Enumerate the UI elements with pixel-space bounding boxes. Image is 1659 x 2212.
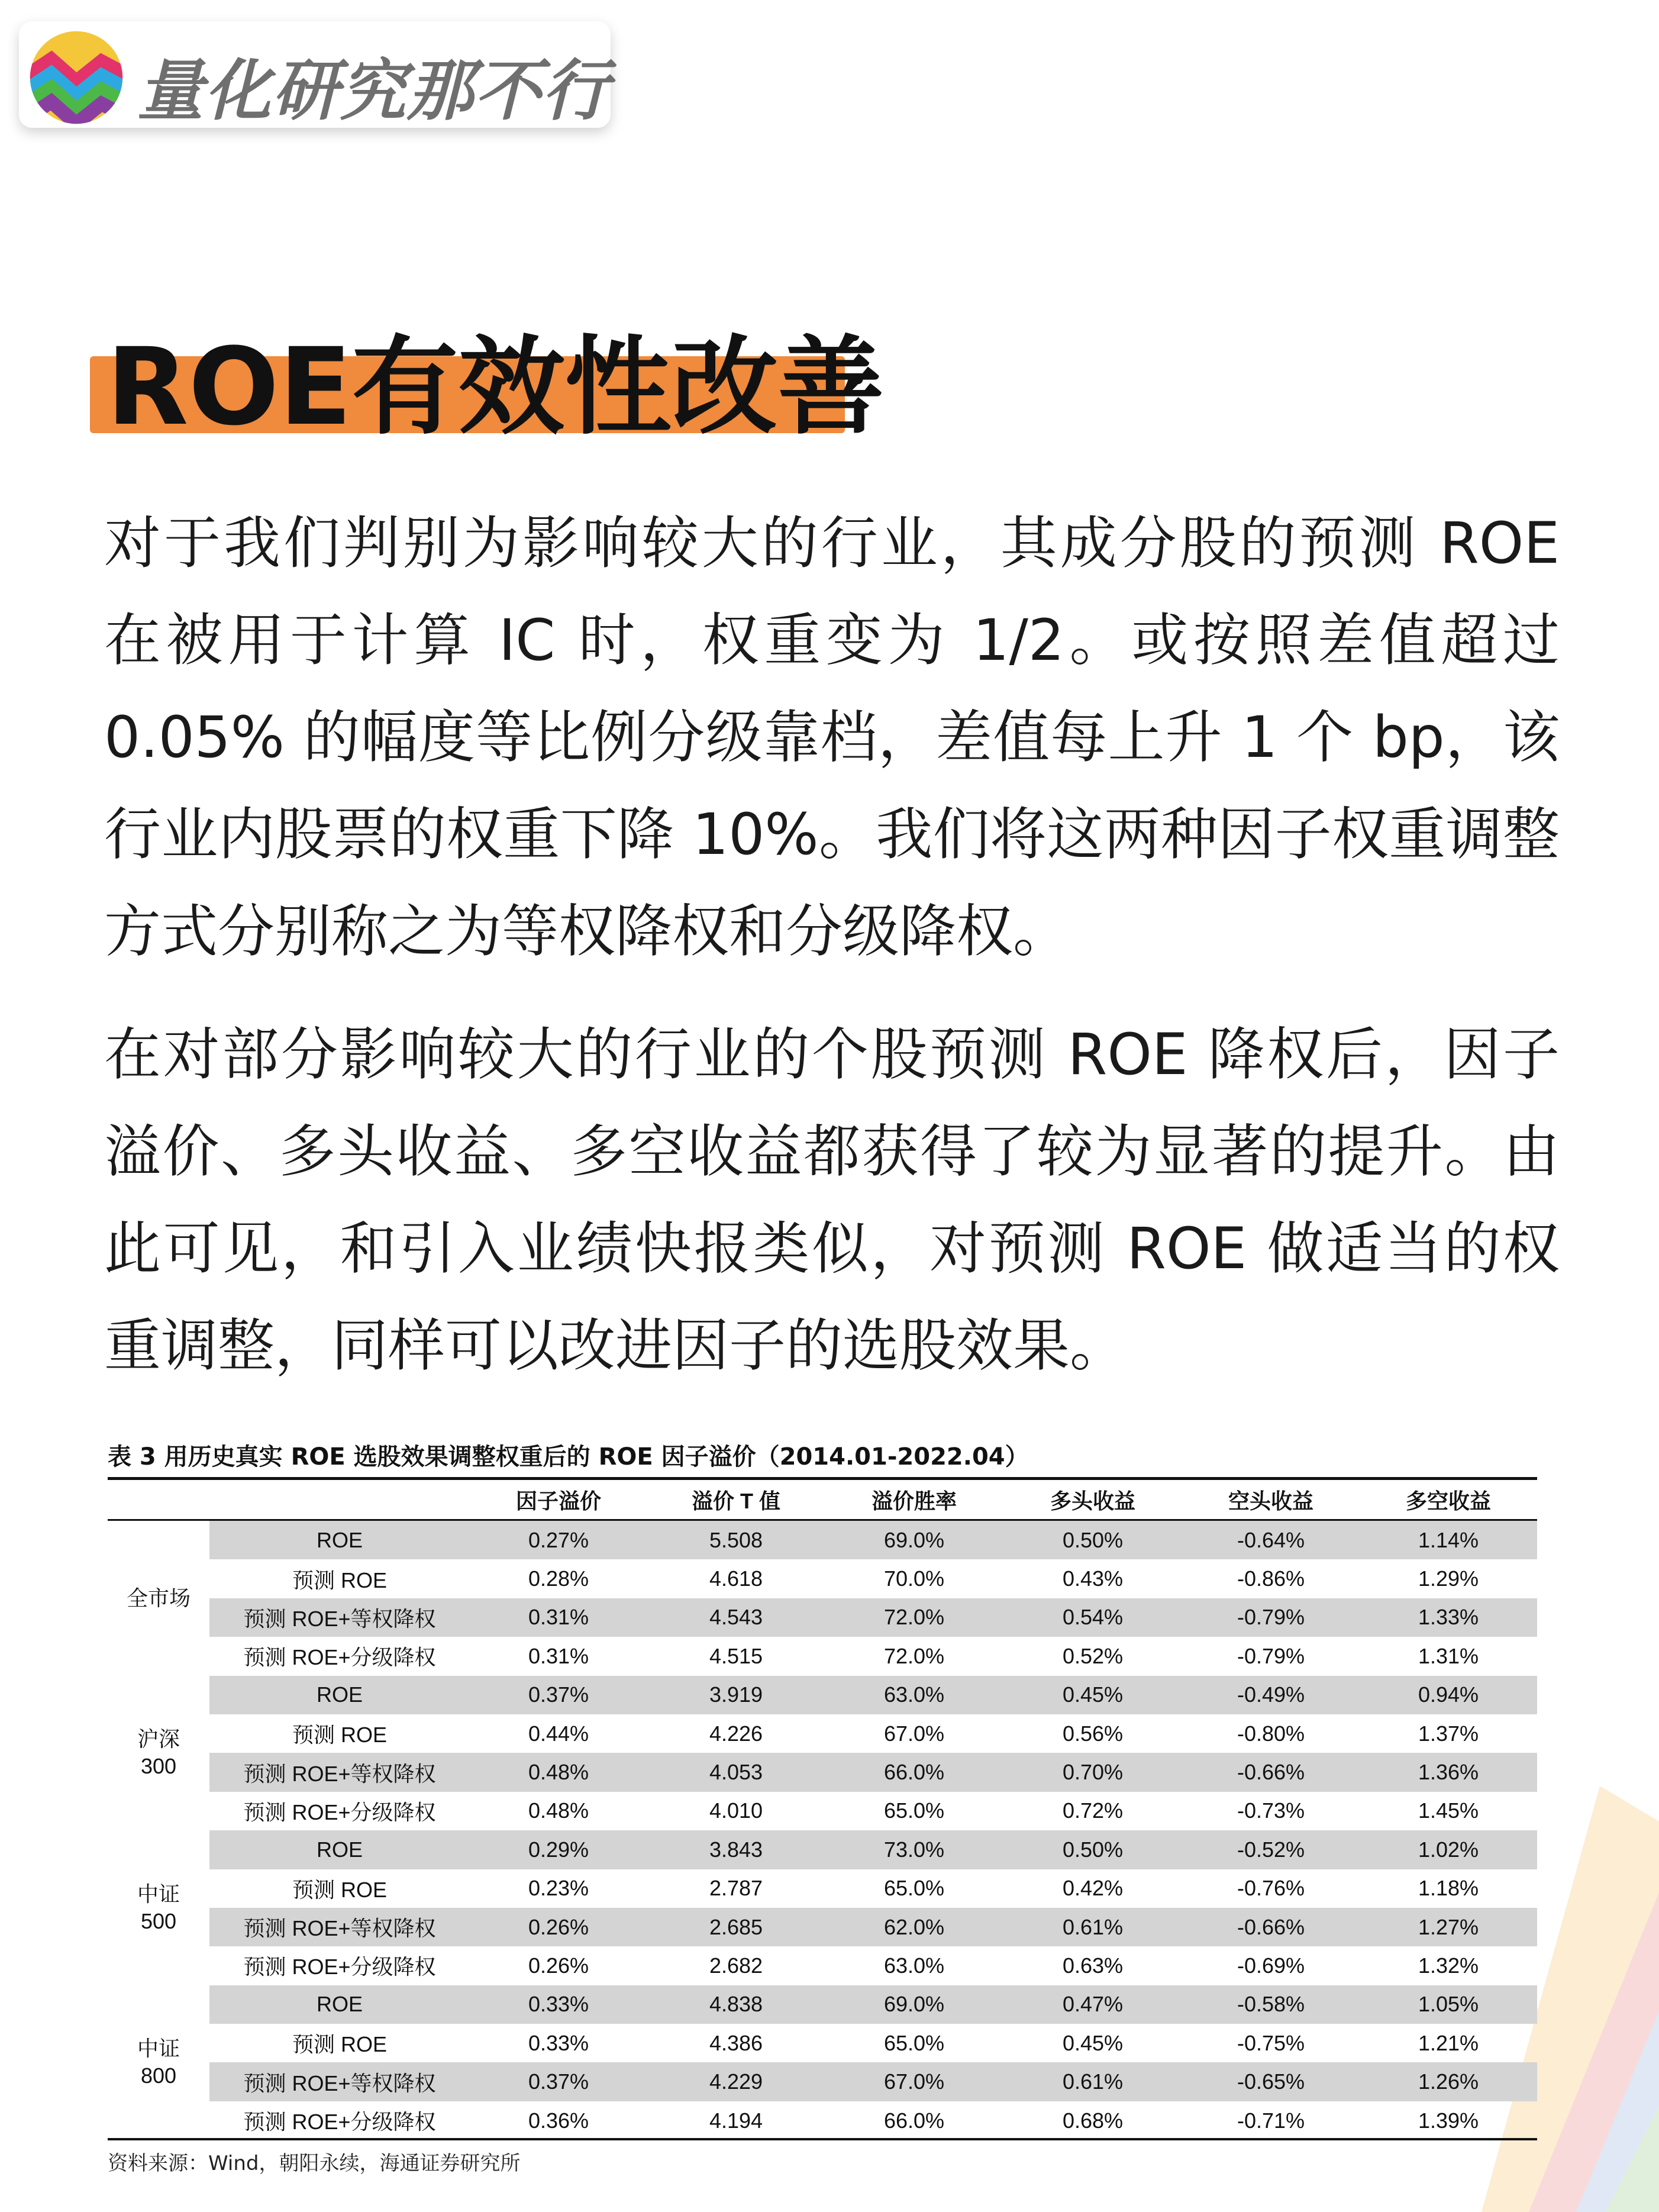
value-cell: 63.0% <box>825 1676 1003 1714</box>
value-cell: 2.682 <box>709 1953 763 1978</box>
value-cell: 0.31% <box>528 1643 589 1668</box>
value-cell: 1.14% <box>1360 1520 1537 1560</box>
table-row <box>108 1676 1537 1714</box>
value-cell: 3.919 <box>647 1676 825 1714</box>
header-long-return: 多头收益 <box>1003 1480 1182 1520</box>
table-row <box>108 1520 1537 1560</box>
table-row <box>108 1753 1537 1791</box>
table-row <box>108 1598 1537 1637</box>
value-cell: 67.0% <box>825 2062 1003 2101</box>
value-cell: 0.33% <box>470 1985 647 2024</box>
value-cell: 4.386 <box>709 2030 763 2055</box>
table-row <box>108 2101 1537 2140</box>
group-label: 中证 500 <box>108 1830 209 1985</box>
value-cell: 4.010 <box>709 1798 763 1823</box>
value-cell: 0.43% <box>1062 1566 1124 1591</box>
value-cell: -0.73% <box>1237 1798 1305 1823</box>
value-cell: 0.70% <box>1003 1753 1182 1791</box>
value-cell: 0.56% <box>1062 1721 1124 1746</box>
value-cell: 0.44% <box>528 1721 589 1746</box>
paragraph-2: 在对部分影响较大的行业的个股预测 ROE 降权后，因子溢价、多头收益、多空收益都获得了较为显著的提升。由此可见，和引入业绩快报类似，对预测 ROE 做适当的权重调整，同样可以改进因子的选股效果。 <box>104 1021 1560 1379</box>
group-label: 沪深 300 <box>108 1676 209 1831</box>
method-cell: 预测 ROE+等权降权 <box>209 2062 470 2101</box>
value-cell: 65.0% <box>883 1876 945 1901</box>
value-cell: 72.0% <box>825 1598 1003 1637</box>
header-method <box>209 1480 470 1520</box>
value-cell: 1.26% <box>1360 2062 1537 2101</box>
value-cell: 73.0% <box>825 1830 1003 1869</box>
table-row <box>108 1908 1537 1946</box>
method-cell: 预测 ROE <box>292 2032 387 2057</box>
group-label: 全市场 <box>108 1520 209 1676</box>
header-win-rate: 溢价胜率 <box>825 1480 1003 1520</box>
table-row <box>108 1946 1537 1985</box>
table-row <box>108 1830 1537 1869</box>
header-premium: 因子溢价 <box>470 1480 647 1520</box>
roe-premium-table <box>108 1480 1537 2140</box>
method-cell: ROE <box>209 1985 470 2024</box>
value-cell: 2.685 <box>647 1908 825 1946</box>
value-cell: 4.543 <box>647 1598 825 1637</box>
value-cell: 0.63% <box>1062 1953 1124 1978</box>
value-cell: -0.65% <box>1182 2062 1360 2101</box>
method-cell: 预测 ROE <box>292 1568 387 1592</box>
table-row <box>108 2024 1537 2062</box>
value-cell: 1.31% <box>1418 1643 1479 1668</box>
method-cell: ROE <box>209 1830 470 1869</box>
value-cell: 0.94% <box>1360 1676 1537 1714</box>
value-cell: 4.226 <box>709 1721 763 1746</box>
value-cell: 1.29% <box>1418 1566 1479 1591</box>
value-cell: 4.838 <box>647 1985 825 2024</box>
paragraph-1: 对于我们判别为影响较大的行业，其成分股的预测 ROE 在被用于计算 IC 时，权重变为 1/2。或按照差值超过 0.05% 的幅度等比例分级靠档，差值每上升 1 个 bp，该行业内股票的权重下降 10%。我们将这两种因子权重调整方式分别称之为等权降权和分级降权。 <box>104 510 1560 965</box>
value-cell: -0.86% <box>1237 1566 1305 1591</box>
header-group <box>108 1480 209 1520</box>
value-cell: 0.42% <box>1062 1876 1124 1901</box>
value-cell: 69.0% <box>825 1520 1003 1560</box>
table-row <box>108 1714 1537 1753</box>
value-cell: 1.27% <box>1360 1908 1537 1946</box>
value-cell: 1.33% <box>1360 1598 1537 1637</box>
table-bottom-rule <box>108 2138 1537 2140</box>
value-cell: 0.29% <box>470 1830 647 1869</box>
value-cell: 4.053 <box>647 1753 825 1791</box>
value-cell: -0.69% <box>1237 1953 1305 1978</box>
method-cell: 预测 ROE+分级降权 <box>243 1955 436 1979</box>
value-cell: 62.0% <box>825 1908 1003 1946</box>
brand-badge <box>19 21 611 128</box>
value-cell: -0.66% <box>1182 1753 1360 1791</box>
rainbow-zigzag-logo-icon <box>26 27 127 128</box>
value-cell: 0.26% <box>470 1908 647 1946</box>
method-cell: 预测 ROE+等权降权 <box>209 1908 470 1946</box>
value-cell: 0.37% <box>470 1676 647 1714</box>
value-cell: 4.229 <box>647 2062 825 2101</box>
method-cell: 预测 ROE+分级降权 <box>243 1800 436 1824</box>
value-cell: -0.49% <box>1182 1676 1360 1714</box>
method-cell: 预测 ROE+分级降权 <box>243 1645 436 1670</box>
header-short-return: 空头收益 <box>1182 1480 1360 1520</box>
table-caption: 表 3 用历史真实 ROE 选股效果调整权重后的 ROE 因子溢价（2014.01-2022.04） <box>108 1443 1029 1471</box>
value-cell: -0.79% <box>1182 1598 1360 1637</box>
value-cell: 67.0% <box>883 1721 945 1746</box>
value-cell: 4.194 <box>709 2108 763 2133</box>
value-cell: 0.72% <box>1062 1798 1124 1823</box>
page-title: ROE有效性改善 <box>106 325 885 449</box>
method-cell: 预测 ROE <box>292 1877 387 1902</box>
value-cell: -0.71% <box>1237 2108 1305 2133</box>
value-cell: 1.05% <box>1360 1985 1537 2024</box>
value-cell: 0.33% <box>528 2030 589 2055</box>
value-cell: 4.618 <box>709 1566 763 1591</box>
value-cell: 0.47% <box>1003 1985 1182 2024</box>
group-label: 中证 800 <box>108 1985 209 2140</box>
table-row <box>108 1559 1537 1598</box>
value-cell: 1.32% <box>1418 1953 1479 1978</box>
table-row <box>108 1637 1537 1675</box>
value-cell: 0.23% <box>528 1876 589 1901</box>
value-cell: 1.21% <box>1418 2030 1479 2055</box>
value-cell: 0.61% <box>1003 2062 1182 2101</box>
value-cell: 0.45% <box>1003 1676 1182 1714</box>
value-cell: 0.61% <box>1003 1908 1182 1946</box>
value-cell: 0.36% <box>528 2108 589 2133</box>
value-cell: 0.45% <box>1062 2030 1124 2055</box>
table-row <box>108 1985 1537 2024</box>
value-cell: 1.39% <box>1418 2108 1479 2133</box>
value-cell: 0.54% <box>1003 1598 1182 1637</box>
value-cell: 0.68% <box>1062 2108 1124 2133</box>
value-cell: -0.64% <box>1182 1520 1360 1560</box>
value-cell: 0.50% <box>1003 1520 1182 1560</box>
value-cell: 4.515 <box>709 1643 763 1668</box>
value-cell: 2.787 <box>709 1876 763 1901</box>
value-cell: 69.0% <box>825 1985 1003 2024</box>
method-cell: 预测 ROE+等权降权 <box>209 1598 470 1637</box>
table-row <box>108 2062 1537 2101</box>
value-cell: 0.31% <box>470 1598 647 1637</box>
value-cell: 1.36% <box>1360 1753 1537 1791</box>
value-cell: 0.48% <box>470 1753 647 1791</box>
value-cell: 0.28% <box>528 1566 589 1591</box>
value-cell: 0.52% <box>1062 1643 1124 1668</box>
method-cell: 预测 ROE <box>292 1723 387 1747</box>
brand-name: 量化研究那不行 <box>137 53 609 130</box>
value-cell: -0.79% <box>1237 1643 1305 1668</box>
value-cell: 0.27% <box>470 1520 647 1560</box>
value-cell: 1.02% <box>1360 1830 1537 1869</box>
value-cell: 66.0% <box>883 2108 945 2133</box>
method-cell: 预测 ROE+分级降权 <box>243 2110 436 2134</box>
value-cell: 66.0% <box>825 1753 1003 1791</box>
value-cell: 0.26% <box>528 1953 589 1978</box>
value-cell: -0.76% <box>1237 1876 1305 1901</box>
value-cell: 72.0% <box>883 1643 945 1668</box>
table-header-row <box>108 1480 1537 1520</box>
value-cell: 63.0% <box>883 1953 945 1978</box>
header-t-value: 溢价 T 值 <box>647 1480 825 1520</box>
value-cell: -0.66% <box>1182 1908 1360 1946</box>
method-cell: ROE <box>209 1676 470 1714</box>
value-cell: -0.75% <box>1237 2030 1305 2055</box>
value-cell: 65.0% <box>883 2030 945 2055</box>
value-cell: 1.18% <box>1418 1876 1479 1901</box>
value-cell: 3.843 <box>647 1830 825 1869</box>
value-cell: 0.48% <box>528 1798 589 1823</box>
table-row <box>108 1869 1537 1908</box>
value-cell: 0.50% <box>1003 1830 1182 1869</box>
value-cell: -0.52% <box>1182 1830 1360 1869</box>
method-cell: 预测 ROE+等权降权 <box>209 1753 470 1791</box>
value-cell: 65.0% <box>883 1798 945 1823</box>
value-cell: -0.58% <box>1182 1985 1360 2024</box>
table-row <box>108 1792 1537 1830</box>
value-cell: 0.37% <box>470 2062 647 2101</box>
table-source-note: 资料来源：Wind，朝阳永续，海通证券研究所 <box>108 2152 521 2175</box>
value-cell: 1.45% <box>1418 1798 1479 1823</box>
value-cell: 5.508 <box>647 1520 825 1560</box>
value-cell: 70.0% <box>883 1566 945 1591</box>
header-long-short-return: 多空收益 <box>1360 1480 1537 1520</box>
method-cell: ROE <box>209 1520 470 1560</box>
value-cell: -0.80% <box>1237 1721 1305 1746</box>
value-cell: 1.37% <box>1418 1721 1479 1746</box>
